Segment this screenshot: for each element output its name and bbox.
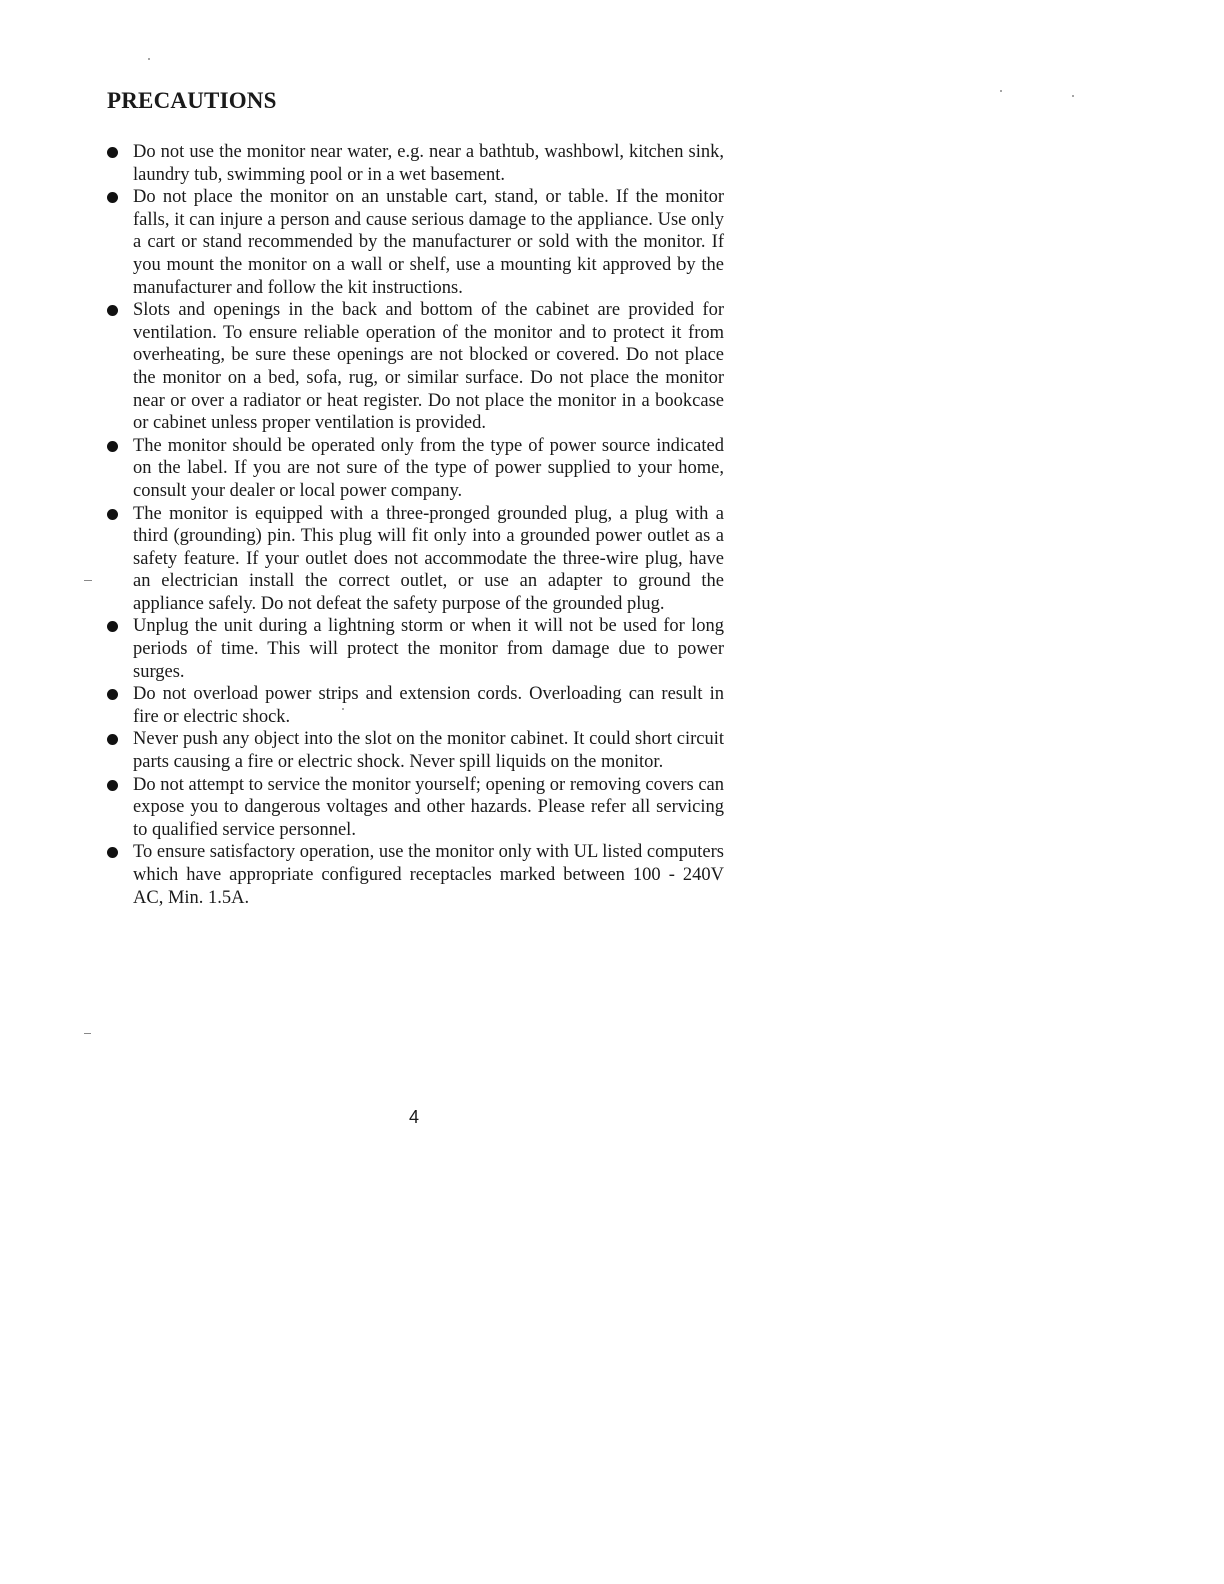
precaution-text: To ensure satisfactory operation, use the monitor only with UL listed computers which have appropriate configured receptacles marked between 100 - 240V AC, Min. 1.5A. <box>133 842 724 908</box>
precaution-item <box>106 683 724 728</box>
bullet-icon <box>107 509 118 520</box>
bullet-icon <box>107 441 118 452</box>
bullet-icon <box>107 847 118 858</box>
precaution-text: Never push any object into the slot on the monitor cabinet. It could short circuit parts causing a fire or electric shock. Never spill liquids on the monitor. <box>133 729 724 773</box>
precaution-item <box>106 774 724 842</box>
bullet-icon <box>107 621 118 632</box>
precaution-item <box>106 186 724 299</box>
precaution-text: The monitor is equipped with a three-pronged grounded plug, a plug with a third (grounding) pin. This plug will fit only into a grounded power outlet as a safety feature. If your outlet does not accommodate the three-wire plug, have an electrician install the correct outlet, or use an adapter to ground the appliance safely. Do not defeat the safety purpose of the grounded plug. <box>133 503 724 614</box>
precaution-text: Do not attempt to service the monitor yourself; opening or removing covers can expose you to dangerous voltages and other hazards. Please refer all servicing to qualified service personnel. <box>133 774 724 840</box>
bullet-icon <box>107 305 118 316</box>
scan-speck <box>1000 90 1002 92</box>
precaution-text: Do not place the monitor on an unstable cart, stand, or table. If the monitor falls, it can injure a person and cause serious damage to the appliance. Use only a cart or stand recommended by the manufacturer or sold with the monitor. If you mount the monitor on a wall or shelf, use a mounting kit approved by the manufacturer and follow the kit instructions. <box>133 187 724 298</box>
precaution-item <box>106 141 724 186</box>
precaution-text: Do not use the monitor near water, e.g. near a bathtub, washbowl, kitchen sink, laundry tub, swimming pool or in a wet basement. <box>133 142 724 185</box>
bullet-icon <box>107 780 118 791</box>
scan-speck <box>1072 95 1074 97</box>
scan-speck <box>84 1033 91 1034</box>
bullet-icon <box>107 192 118 203</box>
bullet-icon <box>107 147 118 158</box>
scan-speck <box>148 58 150 60</box>
precaution-item <box>106 299 724 435</box>
precaution-text: Slots and openings in the back and bottom of the cabinet are provided for ventilation. To ensure reliable operation of the monitor and to protect it from overheating, be sure these openings are not blocked or covered. Do not place the monitor on a bed, sofa, rug, or similar surface. Do not place the monitor near or over a radiator or heat register. Do not place the monitor in a bookcase or cabinet unless proper ventilation is provided. <box>133 300 724 434</box>
precaution-text: Unplug the unit during a lightning storm or when it will not be used for long periods of time. This will protect the monitor from damage due to power surges. <box>133 616 724 682</box>
precaution-item <box>106 503 724 616</box>
precaution-text: Do not overload power strips and extension cords. Overloading can result in fire or electric shock. <box>133 684 724 727</box>
bullet-icon <box>107 734 118 745</box>
bullet-icon <box>107 689 118 700</box>
precaution-item <box>106 435 724 503</box>
precaution-text: The monitor should be operated only from the type of power source indicated on the label. If you are not sure of the type of power supplied to your home, consult your dealer or local power company. <box>133 435 724 501</box>
precaution-item <box>106 615 724 683</box>
precautions-list <box>106 141 724 909</box>
precaution-item <box>106 841 724 909</box>
precaution-item <box>106 728 724 773</box>
scan-speck <box>84 580 92 581</box>
scan-speck <box>342 708 344 710</box>
page-number: 4 <box>408 1107 419 1127</box>
section-title: PRECAUTIONS <box>107 88 277 113</box>
